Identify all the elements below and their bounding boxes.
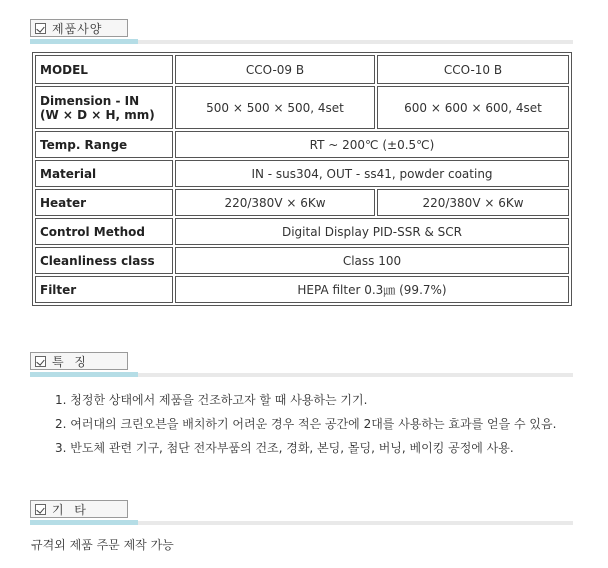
spec-section-tab [30, 19, 128, 37]
row-label: Filter [35, 276, 173, 303]
list-item: 3. 반도체 관련 기구, 첨단 전자부품의 건조, 경화, 본딩, 몰딩, 버닝, 베이킹 공정에 사용. [55, 441, 514, 455]
row-label: Temp. Range [35, 131, 173, 158]
cell-dimension-10: 600 × 600 × 600, 4set [377, 86, 569, 129]
section-divider [138, 40, 573, 44]
features-section-header [30, 352, 573, 382]
dimension-label-line2: (W × D × H, mm) [40, 107, 155, 122]
spec-section-title: 제품사양 [52, 21, 103, 36]
list-item: 2. 여러대의 크린오븐을 배치하기 어려운 경우 적은 공간에 2대를 사용하는 효과를 얻을 수 있음. [55, 417, 557, 431]
features-section-title: 특 징 [52, 354, 87, 369]
table-row [35, 160, 569, 187]
section-accent-bar [30, 520, 138, 525]
table-row [35, 55, 569, 84]
dimension-label-line1: Dimension - IN [40, 93, 140, 108]
features-list [55, 388, 556, 460]
row-label: Control Method [35, 218, 173, 245]
features-section-tab [30, 352, 128, 370]
etc-section-tab [30, 500, 128, 518]
cell-temp-range: RT ~ 200℃ (±0.5℃) [175, 131, 569, 158]
section-accent-bar [30, 372, 138, 377]
list-item: 1. 청정한 상태에서 제품을 건조하고자 할 때 사용하는 기기. [55, 393, 368, 407]
section-accent-bar [30, 39, 138, 44]
cell-heater-10: 220/380V × 6Kw [377, 189, 569, 216]
checkbox-icon [35, 504, 46, 515]
etc-section-title: 기 타 [52, 502, 87, 517]
custom-order-note: 규격외 제품 주문 제작 가능 [31, 538, 174, 552]
checkbox-icon [35, 356, 46, 367]
table-row [35, 86, 569, 129]
row-label: Material [35, 160, 173, 187]
cell-cleanliness: Class 100 [175, 247, 569, 274]
cell-filter: HEPA filter 0.3㎛ (99.7%) [175, 276, 569, 303]
table-row [35, 276, 569, 303]
cell-dimension-09: 500 × 500 × 500, 4set [175, 86, 375, 129]
spec-table [32, 52, 572, 306]
section-divider [138, 373, 573, 377]
cell-model-09: CCO-09 B [175, 55, 375, 84]
etc-section-header [30, 500, 573, 530]
table-row [35, 247, 569, 274]
cell-material: IN - sus304, OUT - ss41, powder coating [175, 160, 569, 187]
row-label: Heater [35, 189, 173, 216]
row-label: MODEL [35, 55, 173, 84]
table-row [35, 189, 569, 216]
cell-heater-09: 220/380V × 6Kw [175, 189, 375, 216]
checkbox-icon [35, 23, 46, 34]
table-row [35, 131, 569, 158]
cell-control-method: Digital Display PID-SSR & SCR [175, 218, 569, 245]
cell-model-10: CCO-10 B [377, 55, 569, 84]
table-row [35, 218, 569, 245]
section-divider [138, 521, 573, 525]
row-label: Cleanliness class [35, 247, 173, 274]
row-label [35, 86, 173, 129]
spec-section-header [30, 19, 573, 49]
